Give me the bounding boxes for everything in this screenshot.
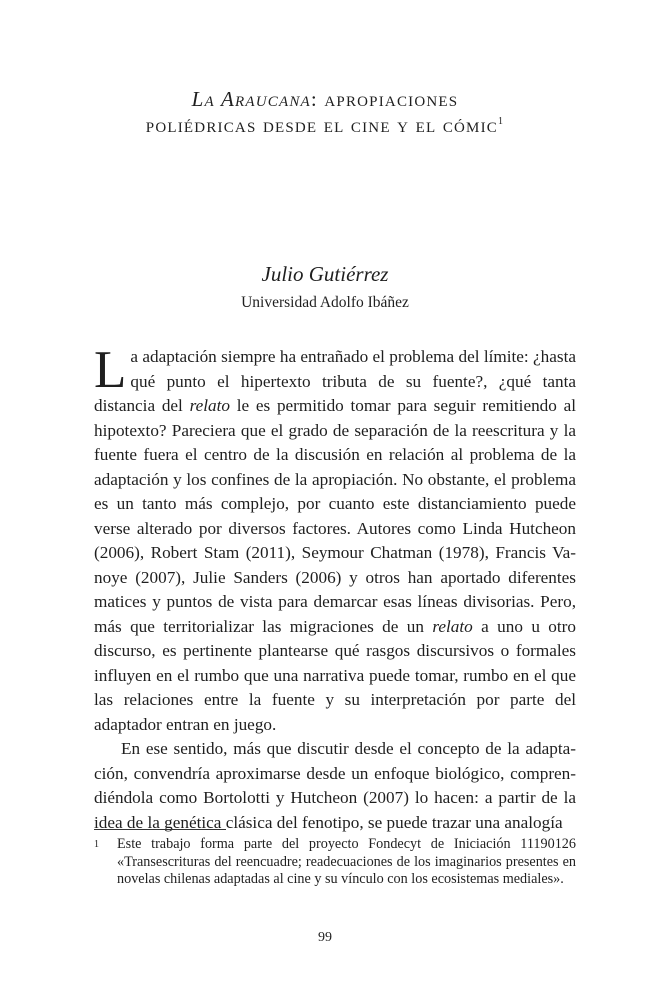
title-line-1-rest: : apropiaciones (310, 87, 459, 111)
footnote (94, 836, 576, 889)
paragraph-1-segment-2: le es permitido tomar para seguir remitiendo al hipotexto? Pareciera que el grado de separación de la reescritura y la fuente fuera el centro de la discusión en relación al problema de la adaptación y los confines de la apropiación. No obstante, el problema es un tanto más complejo, por cuanto este distanciamiento puede verse alterado por diversos factores. Autores como Linda Hutcheon (2006), Robert Stam (2011), Seymour Chatman (1978), Francis Vanoye (2007), Julie Sanders (2006) y otros han aportado diferentes matices y puntos de vista para demarcar esas líneas divisorias. Pero, más que territorializar las migraciones de un (94, 396, 576, 636)
body-text (94, 341, 576, 835)
chapter-title (0, 86, 650, 138)
title-work-name: La Araucana (191, 87, 311, 111)
page-number: 99 (318, 930, 332, 945)
footnote-text: Este trabajo forma parte del proyecto Fondecyt de Iniciación 11190126 «Transescrituras del reencuadre; readecuaciones de los imaginarios presentes en novelas chilenas adaptadas al cine y su vínculo con los ecosistemas mediales». (117, 836, 576, 887)
emphasis-relato-1: relato (189, 396, 230, 415)
drop-cap: L (94, 341, 127, 399)
paragraph-1-segment-3: a uno u otro discurso, es pertinente plantearse qué rasgos discursivos o formales influyen en el rumbo que una narrativa puede tomar, rumbo en el que las relaciones entre la fuente y su interpretación por parte del adaptador entran en juego. (94, 616, 576, 734)
author-affiliation: Universidad Adolfo Ibáñez (241, 294, 409, 311)
paragraph-2: En ese sentido, más que discutir desde el concepto de la adaptación, convendría aproximarse desde un enfoque biológico, comprendiéndola como Bortolotti y Hutcheon (2007) lo hacen: a partir de la idea de la genética clásica del fenotipo, se puede trazar una analogía (94, 739, 576, 832)
paragraph-1-segment-1: a adaptación siempre ha entrañado el problema del límite: ¿hasta qué punto el hipertexto tributa de su fuente?, ¿qué tanta distancia del (94, 347, 576, 415)
author-name: Julio Gutiérrez (261, 262, 389, 286)
paragraph-1 (94, 341, 576, 737)
title-line-2-text: poliédricas desde el cine y el cómic (145, 113, 498, 137)
title-footnote-ref[interactable]: 1 (498, 116, 505, 127)
emphasis-relato-2: relato (432, 616, 473, 636)
footnote-divider (94, 829, 226, 830)
title-line-2 (0, 112, 650, 138)
title-line-1 (0, 86, 650, 112)
footnote-mark: 1 (94, 839, 99, 850)
